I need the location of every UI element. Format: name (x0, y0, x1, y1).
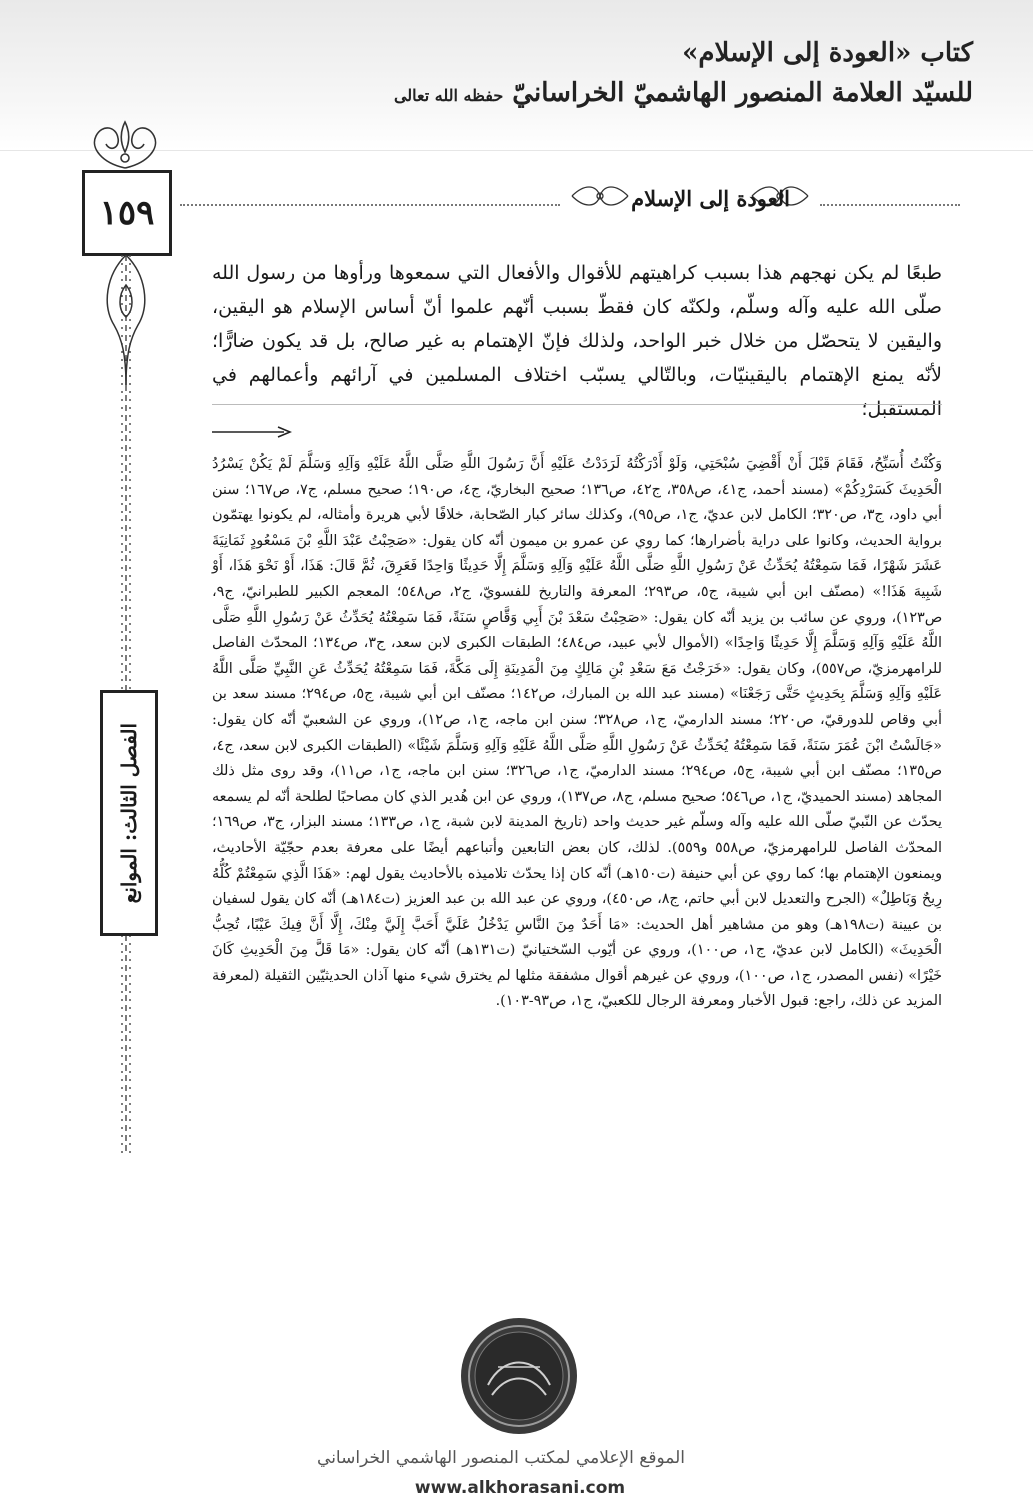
seal-logo-icon (458, 1315, 580, 1437)
author-honorific: حفظه الله تعالى (393, 86, 504, 105)
site-url[interactable]: www.alkhorasani.com (414, 1478, 626, 1498)
running-head-dotted-line-right (820, 204, 960, 206)
author-name: للسيّد العلامة المنصور الهاشميّ الخراسانيّ (512, 78, 973, 108)
running-head (180, 182, 960, 212)
running-head-dotted-line-left (180, 204, 560, 206)
top-ornament-icon (82, 118, 168, 170)
main-text (212, 256, 942, 426)
chapter-label-box (100, 690, 158, 936)
page-number: ١٥٩ (82, 170, 172, 256)
running-head-title: العودة إلى الإسلام (631, 186, 790, 211)
site-name-arabic: الموقع الإعلامي لمكتب المنصور الهاشمي الخراساني (317, 1448, 685, 1468)
chapter-label: الفصل الثالث: الموانع (117, 722, 141, 904)
book-title: كتاب «العودة إلى الإسلام» (682, 38, 973, 68)
footnote-block (212, 452, 942, 1015)
footnote-separator (212, 404, 942, 405)
main-paragraph: طبعًا لم يكن نهجهم هذا بسبب كراهيتهم للأقوال والأفعال التي سمعوها ورأوها من رسول الله صلّى الله عليه وآله وسلّم، ولكنّه كان فقطّ بسبب أنّهم علموا أنّ أساس الإسلام هو اليقين، واليقين لا يتحصّل من خلال خبر الواحد، ولذلك فإنّ الإهتمام به غير صالح، بل قد يكون ضارًّا؛ لأنّه يمنع الإهتمام باليقينيّات، وبالتّالي يسبّب اختلاف المسلمين في آرائهم وأعمالهم في المستقبل؛ (212, 262, 942, 420)
author-line (394, 78, 973, 108)
running-head-ornament-left-icon (570, 182, 630, 210)
continuation-arrow-icon (212, 425, 292, 439)
footnote-text: وَكُنْتُ أُسَبِّحُ، فَقَامَ قَبْلَ أَنْ أَقْضِيَ سُبْحَتِي، وَلَوْ أَدْرَكْتُهُ لَرَدَدْتُ عَلَيْهِ أَنَّ رَسُولَ اللَّهِ صَلَّى اللَّهُ عَلَيْهِ وَآلِهِ وَسَلَّمَ لَمْ يَكُنْ يَسْرُدُ الْحَدِيثَ كَسَرْدِكُمْ» (مسند أحمد، ج٤١، ص٣٥٨، ج٤٢، ص١٣٦؛ صحيح البخاريّ، ج٤، ص١٩٠؛ صحيح مسلم، ج٧، ص١٦٧؛ سنن أبي داود، ج٣، ص٣٢٠؛ الكامل لابن عديّ، ج١، ص٩٥)، وكذلك سائر كبار الصّحابة، خلافًا لأبي هريرة وأمثاله، لم يكونوا يهتمّون برواية الحديث، وكانوا على دراية بأضرارها؛ كما روي عن عمرو بن ميمون أنّه كان يقول: «صَحِبْتُ عَبْدَ اللَّهِ بْنَ مَسْعُودٍ ثَمَانِيَةَ عَشَرَ شَهْرًا، فَمَا سَمِعْتُهُ يُحَدِّثُ عَنْ رَسُولِ اللَّهِ صَلَّى اللَّهُ عَلَيْهِ وَآلِهِ وَسَلَّمَ إِلَّا حَدِيثًا وَاحِدًا فَعَرِقَ، ثُمَّ قَالَ: هَذَا، أَوْ نَحْوَ هَذَا، أَوْ شَبِيهَ هَذَا!» (مصنّف ابن أبي شيبة، ج٥، ص٢٩٣؛ المعرفة والتاريخ للفسويّ، ج٢، ص٥٤٨؛ المعجم الكبير للطبرانيّ، ج٩، ص١٢٣)، وروي عن سائب بن يزيد أنّه كان يقول: «صَحِبْتُ سَعْدَ بْنَ أَبِي وَقَّاصٍ سَنَةً، فَمَا سَمِعْتُهُ يُحَدِّثُ عَنْ رَسُولِ اللَّهِ صَلَّى اللَّهُ عَلَيْهِ وَآلِهِ وَسَلَّمَ إِلَّا حَدِيثًا وَاحِدًا» (الأموال لأبي عبيد، ص٤٨٤؛ الطبقات الكبرى لابن سعد، ج٣، ص١٣٤؛ المحدّث الفاصل للرامهرمزيّ، ص٥٥٧)، وكان يقول: «خَرَجْتُ مَعَ سَعْدِ بْنِ مَالِكٍ مِنَ الْمَدِينَةِ إِلَى مَكَّةَ، فَمَا سَمِعْتُهُ يُحَدِّثُ عَنِ النَّبِيِّ صَلَّى اللَّهُ عَلَيْهِ وَآلِهِ وَسَلَّمَ بِحَدِيثٍ حَتَّى رَجَعْنَا» (مسند عبد الله بن المبارك، ص١٤٢؛ مصنّف ابن أبي شيبة، ج٥، ص٢٩٤؛ مسند سعد بن أبي وقاص للدورقيّ، ص٢٢٠؛ مسند الدارميّ، ج١، ص٣٢٨؛ سنن ابن ماجه، ج١، ص١٢)، وروي عن الشعبيّ أنّه كان يقول: «جَالَسْتُ ابْنَ عُمَرَ سَنَةً، فَمَا سَمِعْتُهُ يُحَدِّثُ عَنْ رَسُولِ اللَّهِ صَلَّى اللَّهُ عَلَيْهِ وَآلِهِ وَسَلَّمَ شَيْئًا» (الطبقات الكبرى لابن سعد، ج٤، ص١٣٥؛ مصنّف ابن أبي شيبة، ج٥، ص٢٩٤؛ مسند الدارميّ، ج١، ص٣٢٦؛ سنن ابن ماجه، ج١، ص١١)، وقد روى مثل ذلك المجاهد (مسند الحميديّ، ج١، ص٥٤٦؛ صحيح مسلم، ج٨، ص١٣٧)، وروي عن ابن هُدير الذي كان مصاحبًا لطلحة أنّه لم يسمعه يحدّث عن النّبيّ صلّى الله عليه وآله وسلّم غير حديث واحد (تاريخ المدينة لابن شبة، ج١، ص١٣٣؛ مسند البزار، ج٣، ص١٦٩؛ المحدّث الفاصل للرامهرمزيّ، ص٥٥٨ و٥٥٩). لذلك، كان بعض التابعين وأتباعهم أيضًا على معرفة بعدم حجّيّة الأحاديث، ويمنعون الإهتمام بها؛ كما روي عن أبي حنيفة (ت١٥٠هـ) أنّه كان إذا يحدّث تلاميذه بالأحاديث يقول لهم: «هَذَا الَّذِي سَمِعْتُمْ كُلُّهُ رِيحٌ وَبَاطِلٌ» (الجرح والتعديل لابن أبي حاتم، ج٨، ص٤٥٠)، وروي عن عبد الله بن عبد العزيز (ت١٨٤هـ) أنّه كان يقول لسفيان بن عيينة (ت١٩٨هـ) وهو من مشاهير أهل الحديث: «مَا أَحَدٌ مِنَ النَّاسِ يَدْخُلُ عَلَيَّ أَحَبَّ إِلَيَّ مِنْكَ، إِلَّا أَنَّ فِيكَ عَيْبًا، تُحِبُّ الْحَدِيثَ» (الكامل لابن عديّ، ج١، ص١٠٠)، وروي عن أيّوب السّختيانيّ (ت١٣١هـ) أنّه كان يقول: «مَا قَلَّ مِنَ الْحَدِيثِ كَانَ خَيْرًا» (نفس المصدر، ج١، ص١٠٠)، وروي عن غيرهم أقوال مشفقة مثلها لم يخترق شيء منها آذان الحديثيّين الثقيلة (لمعرفة المزيد عن ذلك، راجع: قبول الأخبار ومعرفة الرجال للكعبيّ، ج١، ص٩٣-١٠٣). (212, 456, 943, 1010)
side-lyre-ornament-icon (96, 255, 156, 385)
